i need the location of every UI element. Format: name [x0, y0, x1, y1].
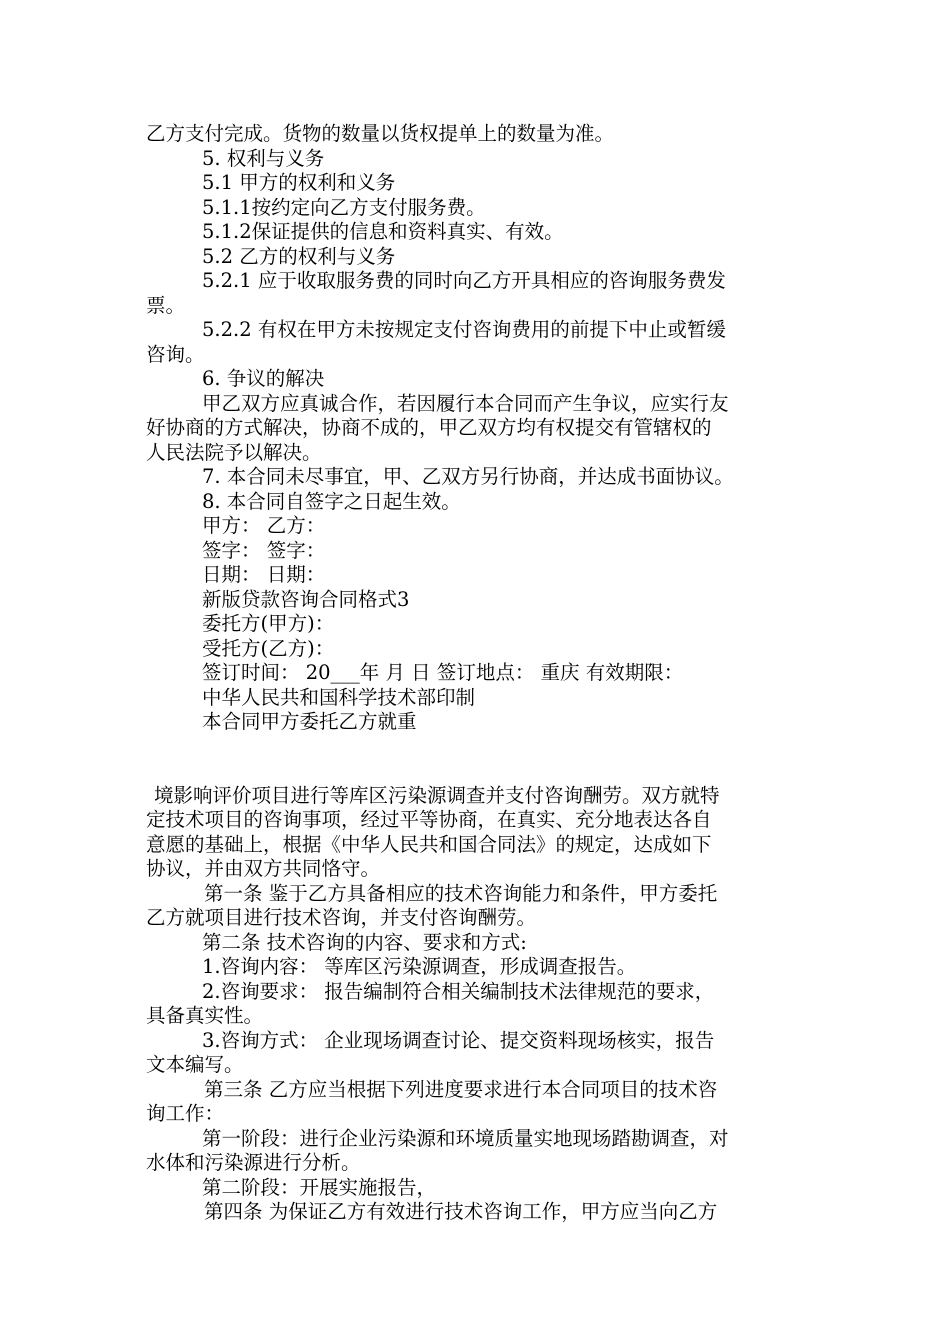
- text-line: 定技术项目的咨询事项，经过平等协商，在真实、充分地表达各自: [146, 808, 712, 831]
- text-line: 好协商的方式解决，协商不成的，甲乙双方均有权提交有管辖权的: [146, 416, 712, 439]
- list-item: 1.咨询内容： 等库区污染源调查，形成调查报告。: [202, 955, 637, 978]
- article-line: 第二条 技术咨询的内容、要求和方式:: [202, 930, 527, 954]
- signature-line: 甲方： 乙方：: [202, 514, 326, 537]
- paragraph-gap: [146, 735, 808, 784]
- document-page: [146, 122, 808, 1225]
- section-heading: 5. 权利与义务: [202, 146, 325, 170]
- signature-line: 日期： 日期：: [202, 563, 326, 586]
- article-line: 第三条 乙方应当根据下列进度要求进行本合同项目的技术咨: [204, 1077, 718, 1101]
- article-line: 第一条 鉴于乙方具备相应的技术咨询能力和条件，甲方委托: [204, 881, 718, 905]
- text-line: 甲乙双方应真诚合作，若因履行本合同而产生争议，应实行友: [202, 391, 729, 415]
- text-line: 5.2.1 应于收取服务费的同时向乙方开具相应的咨询服务费发: [202, 269, 726, 292]
- text-line: 乙方支付完成。货物的数量以货权提单上的数量为准。: [146, 122, 615, 145]
- list-item: 2.咨询要求： 报告编制符合相关编制技术法律规范的要求，: [202, 979, 715, 1003]
- text-line: 境影响评价项目进行等库区污染源调查并支付咨询酬劳。双方就特: [154, 783, 720, 807]
- text-line: 委托方(甲方)：: [202, 612, 335, 635]
- text-line: 5.1.2保证提供的信息和资料真实、有效。: [202, 220, 564, 243]
- text-line: 具备真实性。: [146, 1004, 264, 1027]
- text-line: 询工作：: [146, 1102, 225, 1125]
- text-line: 7. 本合同未尽事宜，甲、乙双方另行协商，并达成书面协议。: [202, 465, 734, 488]
- list-item: 3.咨询方式： 企业现场调查讨论、提交资料现场核实，报告: [202, 1028, 715, 1052]
- text-line: 文本编写。: [146, 1053, 244, 1076]
- text-line: 第二阶段：开展实施报告，: [202, 1175, 437, 1199]
- text-line: 票。: [146, 293, 186, 317]
- text-line: 人民法院予以解决。: [146, 440, 322, 464]
- section-heading: 6. 争议的解决: [202, 367, 325, 390]
- article-line: 第四条 为保证乙方有效进行技术咨询工作，甲方应当向乙方: [204, 1200, 718, 1223]
- text-line: 中华人民共和国科学技术部印制: [202, 685, 476, 709]
- document-title: 新版贷款咨询合同格式3: [202, 587, 410, 611]
- text-line: 协议，并由双方共同恪守。: [146, 857, 381, 880]
- text-line: 5.1.1按约定向乙方支付服务费。: [202, 195, 486, 219]
- text-line: 咨询。: [146, 342, 205, 366]
- section-heading: 5.1 甲方的权利和义务: [202, 171, 396, 194]
- text-line: 意愿的基础上，根据《中华人民共和国合同法》的规定，达成如下: [146, 832, 712, 856]
- signature-line: 签字： 签字：: [202, 538, 326, 562]
- text-line: 第一阶段：进行企业污染源和环境质量实地现场踏勘调查，对: [202, 1126, 729, 1150]
- text-line: 乙方就项目进行技术咨询，并支付咨询酬劳。: [146, 906, 537, 929]
- text-line: 水体和污染源进行分析。: [146, 1151, 361, 1174]
- text-line: 本合同甲方委托乙方就重: [202, 710, 417, 733]
- text-line: 签订时间： 20___年 月 日 签订地点： 重庆 有效期限：: [202, 661, 684, 684]
- text-line: 受托方(乙方)：: [202, 636, 335, 660]
- text-line: 5.2.2 有权在甲方未按规定支付咨询费用的前提下中止或暂缓: [202, 318, 726, 341]
- section-heading: 5.2 乙方的权利与义务: [202, 244, 396, 268]
- text-line: 8. 本合同自签字之日起生效。: [202, 489, 461, 513]
